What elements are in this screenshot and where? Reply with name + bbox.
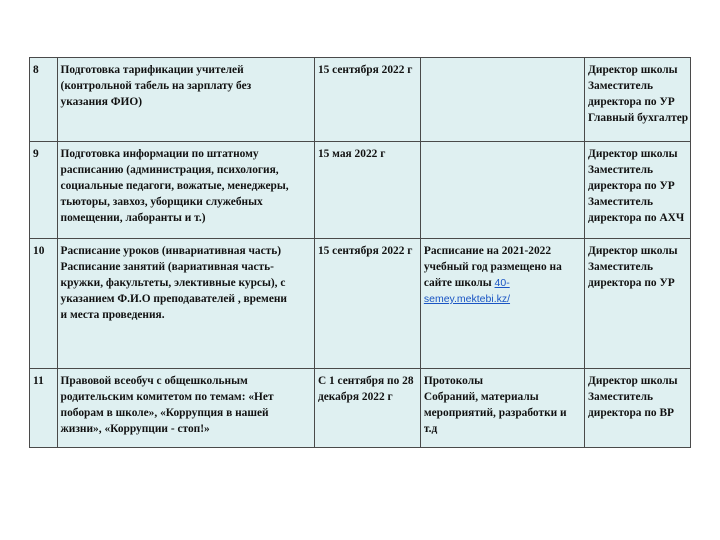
responsible-line: директора по УР — [588, 277, 675, 289]
responsible-line: Директор школы — [588, 245, 678, 257]
responsible-line: Директор школы — [588, 64, 678, 76]
result-line: Расписание на 2021-2022 — [423, 245, 552, 257]
result-line: Собраний, материалы — [423, 391, 539, 403]
result-line — [424, 275, 581, 291]
responsible-line: директора по УР — [588, 180, 675, 192]
result-cell — [420, 369, 584, 448]
responsible-cell — [585, 58, 691, 142]
table-row — [30, 369, 691, 448]
responsible-cell — [585, 369, 691, 448]
task-line: Подготовка тарификации учителей — [60, 64, 244, 76]
task-line: родительским комитетом по темам: «Нет — [60, 391, 274, 403]
task-line: и места проведения. — [60, 309, 165, 321]
row-number: 9 — [30, 142, 58, 239]
result-link-prefix: сайте школы — [423, 277, 495, 289]
result-line: мероприятий, разработки и — [423, 407, 567, 419]
responsible-line: Главный бухгалтер — [588, 112, 689, 124]
responsible-line: директора по АХЧ — [588, 212, 685, 224]
school-site-link-continued[interactable]: semey.mektebi.kz/ — [423, 293, 511, 305]
task-line: указания ФИО) — [60, 96, 143, 108]
responsible-line: Заместитель — [588, 80, 653, 92]
task-line: расписанию (администрация, психология, — [60, 164, 279, 176]
row-number: 8 — [30, 58, 58, 142]
task-line: указанием Ф.И.О преподавателей , времени — [60, 293, 287, 305]
responsible-line: Заместитель — [588, 164, 653, 176]
responsible-line: Директор школы — [588, 375, 678, 387]
deadline-line: 15 мая 2022 г — [317, 148, 386, 160]
responsible-cell — [585, 239, 691, 369]
deadline-line: декабря 2022 г — [317, 391, 393, 403]
deadline-cell — [314, 239, 420, 369]
responsible-line: директора по УР — [588, 96, 675, 108]
school-plan-table — [29, 57, 691, 448]
row-number: 11 — [30, 369, 58, 448]
responsible-cell — [585, 142, 691, 239]
responsible-line: Заместитель — [588, 391, 653, 403]
deadline-cell — [314, 58, 420, 142]
result-cell — [420, 239, 584, 369]
deadline-cell — [314, 142, 420, 239]
result-line: Протоколы — [423, 375, 483, 387]
responsible-line: Заместитель — [588, 196, 653, 208]
task-line: Правовой всеобуч с общешкольным — [60, 375, 248, 387]
result-line: т.д — [423, 423, 438, 435]
result-cell — [420, 58, 584, 142]
task-line: Расписание занятий (вариативная часть- — [60, 261, 274, 273]
task-line: кружки, факультеты, элективные курсы), с — [60, 277, 286, 289]
deadline-line: С 1 сентября по 28 — [317, 375, 414, 387]
task-line: жизни», «Коррупции - стоп!» — [60, 423, 210, 435]
result-cell — [420, 142, 584, 239]
responsible-line: директора по ВР — [588, 407, 675, 419]
task-cell — [57, 239, 314, 369]
task-line: социальные педагоги, вожатые, менеджеры, — [60, 180, 289, 192]
task-line: помещении, лаборанты и т.) — [60, 212, 206, 224]
row-number: 10 — [30, 239, 58, 369]
deadline-line: 15 сентября 2022 г — [317, 64, 413, 76]
result-line: учебный год размещено на — [423, 261, 562, 273]
task-line: Подготовка информации по штатному — [60, 148, 259, 160]
table-row — [30, 142, 691, 239]
task-cell — [57, 142, 314, 239]
task-cell — [57, 58, 314, 142]
responsible-line: Заместитель — [588, 261, 653, 273]
task-cell — [57, 369, 314, 448]
result-line — [424, 291, 581, 307]
deadline-cell — [314, 369, 420, 448]
school-site-link[interactable]: 40- — [494, 277, 510, 289]
task-line: (контрольной табель на зарплату без — [60, 80, 252, 92]
task-line: Расписание уроков (инвариативная часть) — [60, 245, 282, 257]
responsible-line: Директор школы — [588, 148, 678, 160]
deadline-line: 15 сентября 2022 г — [317, 245, 413, 257]
task-line: тьюторы, завхоз, уборщики служебных — [60, 196, 263, 208]
table-row — [30, 239, 691, 369]
table-row — [30, 58, 691, 142]
task-line: поборам в школе», «Коррупция в нашей — [60, 407, 269, 419]
